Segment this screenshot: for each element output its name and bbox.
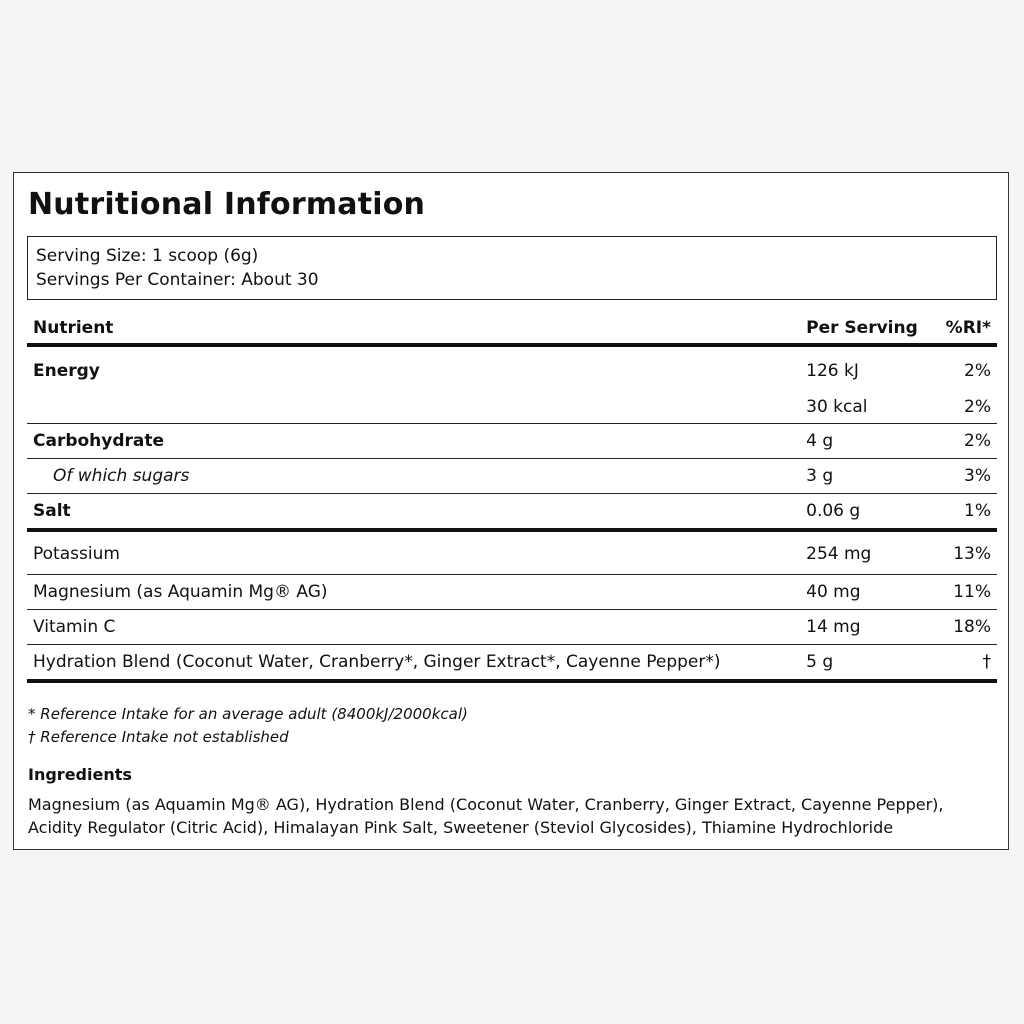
nutrient-name: Salt [27, 494, 800, 531]
nutrient-amount: 5 g [800, 645, 940, 682]
nutrient-ri: 11% [940, 575, 997, 610]
nutrient-ri: 18% [940, 610, 997, 645]
nutrient-name: Energy [33, 361, 100, 381]
page-title: Nutritional Information [28, 187, 426, 222]
nutrient-ri: † [940, 645, 997, 682]
nutrient-ri: 2% [964, 361, 991, 381]
nutrient-amount: 30 kcal [800, 391, 940, 424]
nutrient-amount: 3 g [800, 459, 940, 494]
nutrient-ri: 2% [940, 424, 997, 459]
serving-size: Serving Size: 1 scoop (6g) [36, 246, 259, 266]
footnote-not-established: † Reference Intake not established [28, 728, 289, 746]
ingredients-title: Ingredients [28, 765, 132, 784]
nutrient-name: Hydration Blend (Coconut Water, Cranberry*, Ginger Extract*, Cayenne Pepper*) [27, 645, 800, 682]
nutrient-ri: 13% [940, 530, 997, 575]
serving-info-box [27, 236, 997, 300]
nutrient-name: Magnesium (as Aquamin Mg® AG) [27, 575, 800, 610]
table-row [27, 575, 997, 610]
nutrient-name: Potassium [27, 530, 800, 575]
nutrient-name: Carbohydrate [27, 424, 800, 459]
nutrient-amount: 40 mg [800, 575, 940, 610]
nutrient-amount: 14 mg [800, 610, 940, 645]
nutrient-name: Of which sugars [27, 459, 800, 494]
nutrient-ri: 3% [940, 459, 997, 494]
nutrient-name [27, 391, 800, 424]
table-row [27, 345, 997, 391]
nutrient-ri: 1% [940, 494, 997, 531]
table-row [27, 494, 997, 531]
header-ri: %RI* [940, 313, 997, 345]
ingredients-text: Magnesium (as Aquamin Mg® AG), Hydration Blend (Coconut Water, Cranberry, Ginger Extract, Cayenne Pepper), Acidity Regulator (Citric Acid), Himalayan Pink Salt, Sweetener (Steviol Glycosides), Thiamine Hydrochloride [28, 795, 944, 837]
table-row [27, 459, 997, 494]
table-row [27, 610, 997, 645]
nutrient-amount: 4 g [800, 424, 940, 459]
header-nutrient: Nutrient [27, 313, 800, 345]
nutrition-table [27, 313, 997, 683]
servings-per-container: Servings Per Container: About 30 [36, 270, 319, 290]
table-header-row [27, 313, 997, 345]
nutrient-ri: 2% [940, 391, 997, 424]
table-row [27, 645, 997, 682]
table-row [27, 424, 997, 459]
footnote-ri: * Reference Intake for an average adult (8400kJ/2000kcal) [28, 705, 468, 723]
nutrition-panel [13, 172, 1009, 850]
table-row [27, 391, 997, 424]
nutrient-name: Vitamin C [27, 610, 800, 645]
header-per-serving: Per Serving [800, 313, 940, 345]
table-row [27, 530, 997, 575]
footnotes [28, 703, 468, 749]
nutrient-amount: 0.06 g [800, 494, 940, 531]
nutrient-amount: 254 mg [800, 530, 940, 575]
nutrient-amount: 126 kJ [806, 361, 859, 381]
